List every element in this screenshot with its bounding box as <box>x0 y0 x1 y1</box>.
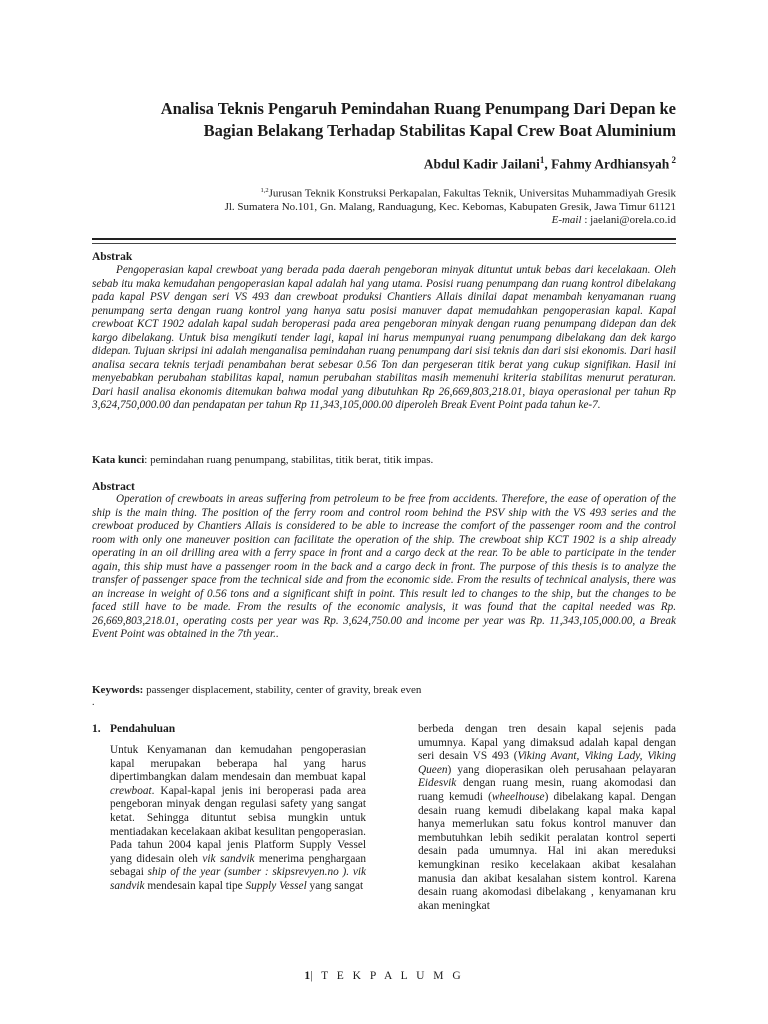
footer-journal: | T E K P A L U M G <box>310 970 464 982</box>
intro-column-left <box>110 744 366 894</box>
abstrak-heading: Abstrak <box>92 251 133 263</box>
affiliation-department: Jurusan Teknik Konstruksi Perkapalan, Fakultas Teknik, Universitas Muhammadiyah Gresik <box>268 187 676 200</box>
author-list <box>92 151 676 174</box>
intro-left-supply-vessel: Supply Vessel <box>245 879 307 892</box>
kata-kunci <box>92 454 676 468</box>
header-rule-thin <box>92 243 676 244</box>
intro-right-wheelhouse: wheelhouse <box>491 790 545 803</box>
intro-right-text-d: ) dibelakang kapal. Dengan desain ruang kemudi dibelakang kapal maka kapal hanya memerlukan satu fokus kontrol manuver dan membutuhkan lebih sedikit peralatan kontrol seperti desain pada umumnya. Hal ini akan mereduksi kemungkinan resiko kecelakaan akibat kesalahan manusia dan akibat kesalahan sistem kontrol. Karena desain ruang akomodasi dibelakang , kenyamanan kru akan meningkat <box>418 790 676 912</box>
page-number: 1 <box>304 970 311 982</box>
title-line-2: Bagian Belakang Terhadap Stabilitas Kapal Crew Boat Aluminium <box>203 121 676 140</box>
affiliation-block <box>92 184 676 227</box>
intro-column-right <box>418 723 676 913</box>
author-1: Abdul Kadir Jailani <box>423 156 540 172</box>
intro-right-eidesvik: Eidesvik <box>418 777 457 790</box>
kata-kunci-label: Kata kunci <box>92 454 145 466</box>
intro-right-text-c: dengan ruang mesin, ruang akomodasi dan ruang kemudi ( <box>418 777 676 803</box>
email-address[interactable]: : jaelani@orela.co.id <box>581 214 676 227</box>
intro-right-text-b: ) yang dioperasikan oleh perusahaan pelayaran <box>447 763 676 776</box>
author-separator: , <box>544 156 552 172</box>
keywords <box>92 684 676 698</box>
kata-kunci-text: : pemindahan ruang penumpang, stabilitas, titik berat, titik impas. <box>144 454 434 466</box>
intro-left-crewboat: crewboat <box>110 784 152 797</box>
abstract-heading: Abstract <box>92 481 135 493</box>
intro-left-ship-of-year: ship of the year (sumber : skipsrevyen.no ). vik sandvik <box>110 866 366 892</box>
affiliation-line-1 <box>92 184 676 201</box>
author-1-affiliation: 1 <box>539 155 545 165</box>
intro-left-text-e: yang sangat <box>306 879 364 892</box>
intro-left-text-b: . Kapal-kapal jenis ini beroperasi pada area pengeboran minyak dengan regulasi safety yang sangat ketat. Sehingga dituntut sebisa mungkin untuk mentiadakan kecelakaan akibat kesulitan pengoperasian. Pada tahun 2004 kapal jenis Platform Supply Vessel yang didesain oleh <box>110 784 366 865</box>
author-2: Fahmy Ardhiansyah <box>551 156 670 172</box>
abstrak-body: Pengoperasian kapal crewboat yang berada pada daerah pengeboran minyak dituntut untuk bebas dari kecelakaan. Oleh sebab itu maka kemudahan pengoperasian kapal adalah hal yang utama. Posisi ruang penumpang dan ruang kontrol dibelakang pada kapal PSV dengan seri VS 493 dan crewboat produksi Chantiers Allais dinilai dapat menambah kenyamanan ruang penumpang serta dengan ruang kontrol yang hanya satu posisi manuver dapat memudahkan pengoperasian kapal. Kapal crewboat KCT 1902 adalah kapal sudah beroperasi pada area pengeboran minyak dengan ruang penumpang didepan dan dek kargo dibelakang. Untuk bisa mengikuti tender lagi, kapal ini harus mempunyai ruang penumpang dibelakang dan dek kargo didepan. Tujuan skripsi ini adalah menganalisa pemindahan ruang penumpang dari sisi teknis dan dari sisi ekonomis. Dari hasil analisa secara teknis terjadi penambahan berat sebesar 0.56 Ton dan pergeseran titik berat yang cukup signifikan. Hasil ini menyebabkan perubahan stabilitas kapal, namun perubahan stabilitas masih memenuhi kriteria stabilitas menurut peraturan. Dari hasil analisa ekonomis ditemukan bahwa modal yang dibutuhkan Rp 26,669,803,218.01, biaya operasional per tahun Rp 3,624,750,000.00 dan pendapatan per tahun Rp 11,343,105,000.00 diperoleh Break Event Point pada tahun ke-7. <box>92 264 676 411</box>
intro-left-text-a: Untuk Kenyamanan dan kemudahan pengoperasian kapal merupakan beberapa hal yang harus dipertimbangkan dalam mendesain dan membuat kapal <box>110 744 366 784</box>
affiliation-email <box>92 214 676 227</box>
affiliation-marker: 1,2 <box>260 187 269 194</box>
intro-right-text-a: berbeda dengan tren desain kapal sejenis pada umumnya. Kapal yang dimaksud adalah kapal dengan seri desain VS 493 ( <box>418 723 676 763</box>
intro-left-vik-sandvik: vik sandvik <box>202 852 255 865</box>
trailing-dot: . <box>92 697 95 708</box>
keywords-text: passenger displacement, stability, center of gravity, break even <box>143 684 422 696</box>
header-rule-thick <box>92 238 676 240</box>
author-2-affiliation: 2 <box>669 155 676 165</box>
keywords-label: Keywords: <box>92 684 144 696</box>
affiliation-line-2: Jl. Sumatera No.101, Gn. Malang, Randuagung, Kec. Kebomas, Kabupaten Gresik, Jawa Timur 61121 <box>224 200 676 213</box>
email-label: E-mail <box>551 214 582 227</box>
abstract-body: Operation of crewboats in areas suffering from petroleum to be free from accidents. Therefore, the ease of operation of the ship is the main thing. The position of the ferry room and control room behind the PSV ship with the VS 493 series and the crewboat produced by Chantiers Allais is considered to be able to increase the comfort of the passenger room and the control room with only one maneuver position can facilitate the operation of the ship. The crewboat ship KCT 1902 is a ship already operating in an oil drilling area with a ferry space in front and a cargo deck at the rear. To be able to participate in the tender again, this ship must have a passenger room in the back and a cargo deck in front. The purpose of this thesis is to analyze the transfer of passenger space from the technical side and from the economic side. From the results of technical analysis, there was an increase in weight of 0.56 tons and a significant shift in point. This result led to changes to the ship, but the changes to be faced still have to be made. From the results of the economic analysis, it was found that the capital needed was Rp. 26,669,803,218.01, operating costs per year was Rp. 3,624,750.00 and income per year was Rp. 11,343,105,000.00, a Break Event Point was obtained in the 7th year.. <box>92 493 676 640</box>
section-title: Pendahuluan <box>110 723 176 735</box>
page-footer <box>0 970 768 982</box>
section-number: 1. <box>92 723 101 735</box>
paper-title <box>92 98 676 142</box>
intro-left-text-d: mendesain kapal tipe <box>144 879 246 892</box>
intro-right-ship-names: Viking Avant, Viking Lady, Viking Queen <box>418 750 676 776</box>
intro-left-text-c: menerima penghargaan sebagai <box>110 852 367 879</box>
title-line-1: Analisa Teknis Pengaruh Pemindahan Ruang Penumpang Dari Depan ke <box>160 99 676 118</box>
